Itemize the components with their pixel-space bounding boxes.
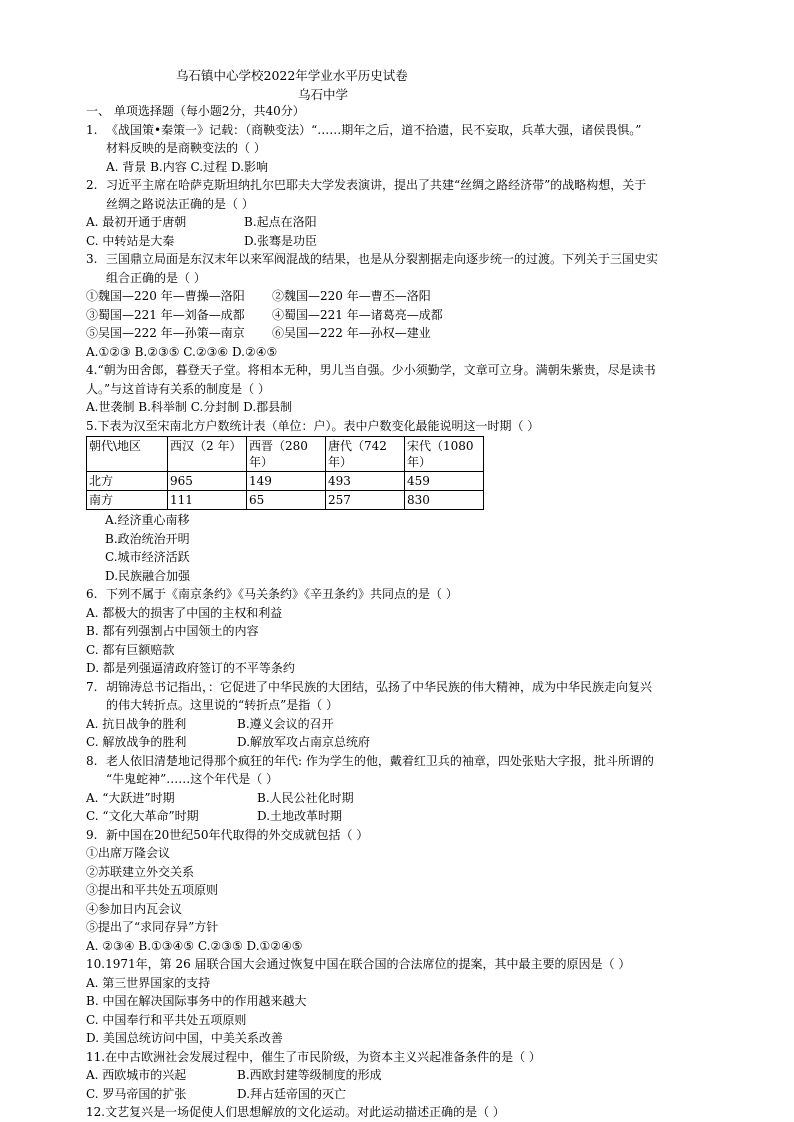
option-a: A. “大跃进”时期	[86, 790, 175, 805]
question-number: 1.	[86, 122, 98, 137]
table-cell: 65	[247, 491, 326, 510]
question-number: 6.	[86, 587, 98, 601]
option-c: C.城市经济活跃	[105, 550, 190, 564]
option-a: A. 抗日战争的胜利	[86, 716, 187, 731]
option-row	[86, 1085, 716, 1104]
item-3: ③提出和平共处五项原则	[86, 883, 219, 897]
option-row	[86, 733, 716, 752]
option-row	[86, 715, 716, 734]
household-table	[86, 436, 484, 510]
option-a: A. 都极大的损害了中国的主权和利益	[86, 605, 283, 620]
item-2: ②魏国—220 年—曹丕—洛阳	[272, 289, 431, 303]
table-header-cell: 朝代\地区	[87, 437, 168, 472]
table-header-cell: 西晋（280 年）	[247, 437, 326, 472]
option-c: C. 都有巨额赔款	[86, 642, 175, 657]
option-row	[86, 807, 716, 826]
table-cell: 南方	[87, 491, 168, 510]
item-row	[86, 287, 716, 306]
item-4: ④蜀国—221 年—诸葛亮—成都	[272, 307, 443, 322]
option-c: C. 中转站是大秦	[86, 233, 175, 248]
question-number: 8.	[86, 753, 98, 768]
option-b: B. 中国在解决国际事务中的作用越来越大	[86, 994, 307, 1008]
option-d: D.解放军攻占南京总统府	[237, 735, 371, 749]
option-row	[86, 1066, 716, 1085]
item-2: ②苏联建立外交关系	[86, 864, 195, 879]
option-d: D. 都是列强逼清政府签订的不平等条约	[86, 661, 295, 675]
question-10: 10.1971年，第 26 届联合国大会通过恢复中国在联合国的合法席位的提案，其中最主要的原因是（ ）	[86, 957, 631, 971]
item-1: ①出席万隆会议	[86, 846, 171, 860]
option-c: C. 罗马帝国的扩张	[86, 1086, 187, 1101]
option-row	[86, 232, 716, 251]
table-row	[87, 472, 484, 491]
question-text: 下列不属于《南京条约》《马关条约》《辛丑条约》共同点的是（ ）	[106, 587, 458, 601]
table-cell: 257	[326, 491, 405, 510]
question-4: 4.“朝为田舍郎，暮登天子堂。将相本无种，男儿当自强。少小须勤学，文章可立身。满朝朱紫贵，尽是读书	[86, 363, 656, 377]
question-text-cont: “牛鬼蛇神”……这个年代是（ ）	[106, 772, 279, 786]
question-options: A. ②③④ B.①③④⑤ C.②③⑤ D.①②④⑤	[86, 938, 303, 953]
table-cell: 830	[405, 491, 484, 510]
option-b: B.人民公社化时期	[257, 790, 354, 805]
question-options: A.世袭制 B.科举制 C.分封制 D.郡县制	[86, 400, 293, 414]
item-4: ④参加日内瓦会议	[86, 901, 183, 916]
question-2	[86, 176, 716, 195]
item-1: ①魏国—220 年—曹操—洛阳	[86, 289, 245, 303]
question-text-cont: 组合正确的是（ ）	[106, 270, 206, 285]
question-options: A.①②③ B.②③⑤ C.②③⑥ D.②④⑤	[86, 344, 278, 359]
question-1	[86, 121, 716, 140]
question-number: 2.	[86, 178, 98, 192]
option-c: C. 中国奉行和平共处五项原则	[86, 1012, 247, 1027]
table-cell: 149	[247, 472, 326, 491]
question-text: 胡锦涛总书记指出，：它促进了中华民族的大团结，弘扬了中华民族的伟大精神，成为中华民族走向复兴	[106, 679, 653, 694]
option-b: B.政治统治开明	[105, 531, 190, 546]
item-5: ⑤吴国—222 年—孙策—南京	[86, 326, 245, 340]
question-options: A. 背景 B.内容 C.过程 D.影响	[106, 159, 268, 174]
table-header-cell: 西汉（2 年）	[168, 437, 247, 472]
option-c: C. “文化大革命”时期	[86, 809, 199, 823]
table-cell: 493	[326, 472, 405, 491]
question-6	[86, 585, 716, 604]
option-d: D. 美国总统访问中国，中美关系改善	[86, 1031, 283, 1045]
question-5: 5.下表为汉至宋南北方户数统计表（单位：户）。表中户数变化最能说明这一时期（ ）	[86, 418, 540, 433]
table-header-cell: 唐代（742 年）	[326, 437, 405, 472]
option-d: D.张骞是功臣	[244, 233, 318, 248]
item-3: ③蜀国—221 年—刘备—成都	[86, 307, 245, 322]
question-number: 9.	[86, 827, 98, 842]
question-12: 12.文艺复兴是一场促使人们思想解放的文化运动。对此运动描述正确的是（ ）	[86, 1105, 505, 1119]
question-number: 3.	[86, 252, 98, 266]
question-text: 习近平主席在哈萨克斯坦纳扎尔巴耶夫大学发表演讲，提出了共建“丝绸之路经济带”的战略构想，关于	[106, 178, 647, 192]
exam-title: 乌石镇中心学校2022年学业水平历史试卷	[176, 68, 408, 83]
option-a: A. 第三世界国家的支持	[86, 975, 211, 990]
option-d: D.民族融合加强	[105, 568, 191, 583]
option-d: D.土地改革时期	[257, 809, 343, 823]
question-7	[86, 678, 716, 697]
question-text: 《战国策•秦策一》记载：（商鞅变法）“……期年之后，道不拾遗，民不妄取，兵革大强，诸侯畏惧。”	[106, 122, 642, 137]
question-text-cont: 材料反映的是商鞅变法的（ ）	[106, 141, 266, 155]
table-cell: 459	[405, 472, 484, 491]
option-b: B. 都有列强割占中国领土的内容	[86, 624, 259, 638]
exam-content	[86, 102, 716, 1122]
option-c: C. 解放战争的胜利	[86, 735, 187, 749]
question-9	[86, 826, 716, 845]
section-heading: 一、 单项选择题（每小题2分，共40分）	[86, 104, 305, 118]
table-header-cell: 宋代（1080 年）	[405, 437, 484, 472]
item-5: ⑤提出了“求同存异”方针	[86, 920, 219, 934]
item-6: ⑥吴国—222 年—孙权—建业	[272, 326, 431, 340]
table-cell: 965	[168, 472, 247, 491]
question-text-cont: 人。”与这首诗有关系的制度是（ ）	[86, 381, 270, 396]
table-cell: 北方	[87, 472, 168, 491]
option-row	[86, 213, 716, 232]
option-a: A. 西欧城市的兴起	[86, 1068, 187, 1082]
item-row	[86, 324, 716, 343]
question-text: 老人依旧清楚地记得那个疯狂的年代: 作为学生的他，戴着红卫兵的袖章，四处张贴大字报，批斗所谓的	[106, 753, 654, 768]
table-cell: 111	[168, 491, 247, 510]
question-8	[86, 752, 716, 771]
question-11: 11.在中古欧洲社会发展过程中，催生了市民阶级，为资本主义兴起准备条件的是（ ）	[86, 1049, 541, 1064]
item-row	[86, 306, 716, 325]
option-d: D.拜占廷帝国的灭亡	[237, 1086, 347, 1101]
question-text-cont: 的伟大转折点。这里说的“转折点”是指（ ）	[106, 698, 339, 712]
option-b: B.起点在洛阳	[244, 215, 317, 229]
option-row	[86, 789, 716, 808]
option-a: A.经济重心南移	[105, 513, 190, 527]
question-3	[86, 250, 716, 269]
question-number: 7.	[86, 679, 98, 694]
question-text: 新中国在20世纪50年代取得的外交成就包括（ ）	[106, 827, 369, 842]
question-text-cont: 丝绸之路说法正确的是（ ）	[106, 196, 254, 211]
question-text: 三国鼎立局面是东汉末年以来军阀混战的结果，也是从分裂割据走向逐步统一的过渡。下列关于三国史实	[106, 252, 659, 266]
option-b: B.遵义会议的召开	[237, 716, 334, 731]
table-row	[87, 491, 484, 510]
option-a: A. 最初开通于唐朝	[86, 215, 187, 229]
table-header-row	[87, 437, 484, 472]
option-b: B.西欧封建等级制度的形成	[237, 1068, 382, 1082]
school-name: 乌石中学	[298, 87, 349, 102]
